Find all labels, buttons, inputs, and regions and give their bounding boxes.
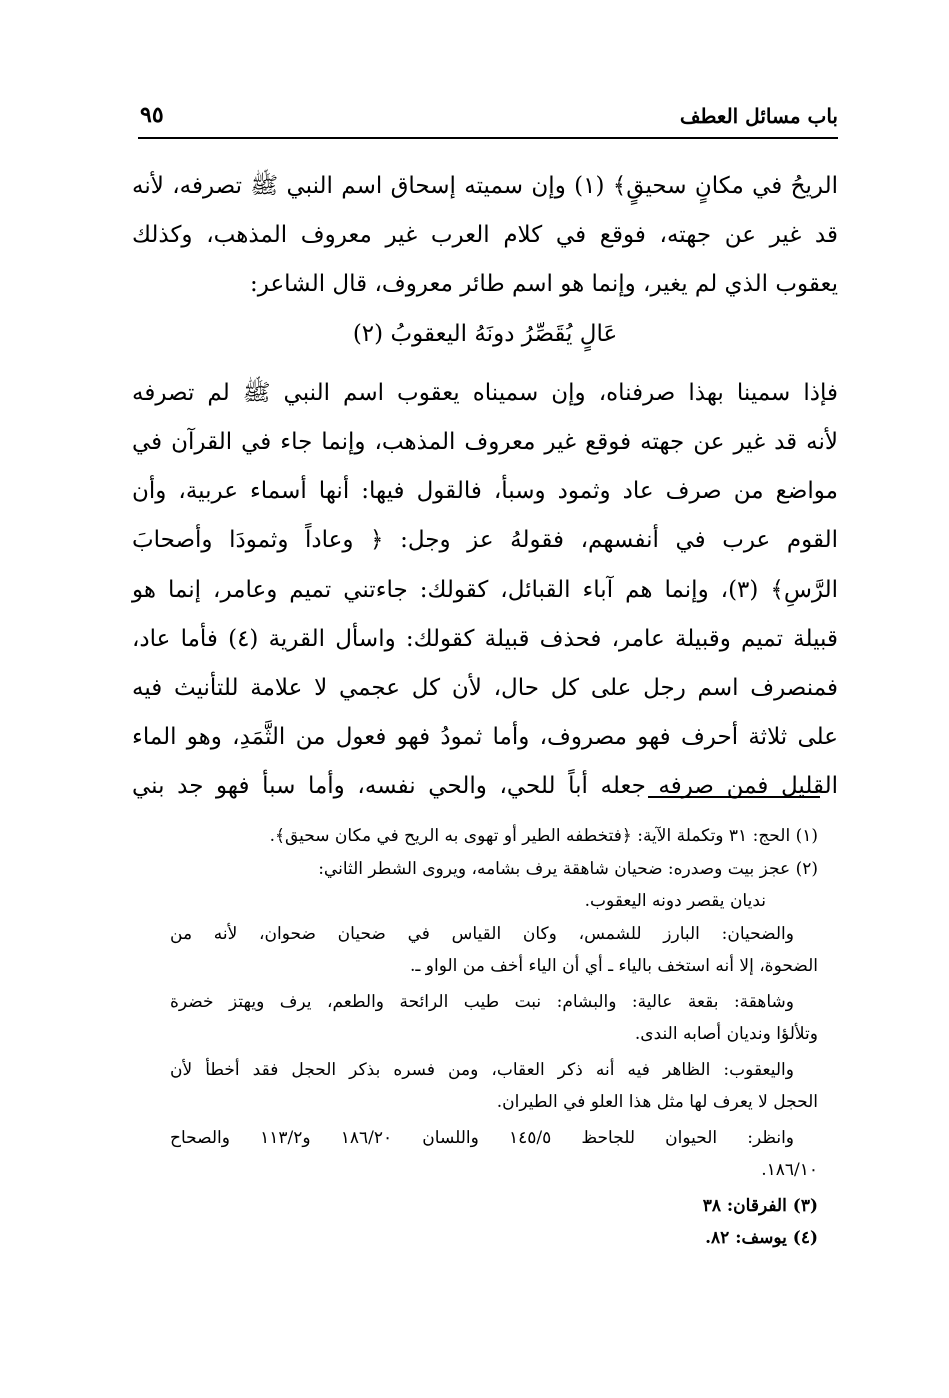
footnote-3: (٣) الفرقان: ٣٨ (702, 1195, 818, 1216)
body-line: القوم عرب في أنفسهم، فقولهُ عز وجل: ﴿ وعاداً وثمودَا وأصحابَ (132, 527, 838, 554)
page-header (138, 98, 838, 134)
footnote-line: والضحيان: البارز للشمس، وكان القياس في ضحيان ضحوان، لأنه من (170, 923, 794, 944)
body-line: يعقوب الذي لم يغير، وإنما هو اسم طائر معروف، قال الشاعر: (250, 271, 838, 298)
header-rule (138, 137, 838, 139)
body-line: على ثلاثة أحرف فهو مصروف، وأما ثمودُ فهو فعول من الثَّمَدِ، وهو الماء (132, 724, 838, 751)
footnote-2-alt-verse: نديان يقصر دونه اليعقوب. (584, 891, 766, 911)
footnote-line: الحجل لا يعرف لها مثل هذا العلو في الطيران. (496, 1092, 818, 1112)
body-line: الرَّسِ﴾ (٣)، وإنما هم آباء القبائل، كقولك: جاءتني تميم وعامر، إنما هو (132, 576, 838, 603)
body-line: قبيلة تميم وقبيلة عامر، فحذف قبيلة كقولك: واسأل القرية (٤) فأما عاد، (132, 625, 838, 652)
footnote-4: (٤) يوسف: ٨٢. (705, 1228, 818, 1248)
body-line: القليل فمن صرفه جعله أباً للحي، والحي نفسه، وأما سبأ فهو جد بني (132, 773, 838, 800)
footnote-1: (١) الحج: ٣١ وتكملة الآية: ﴿فتخطفه الطير أو تهوى به الريح في مكان سحيق﴾. (269, 826, 818, 846)
body-line: الريحُ في مكانٍ سحيقٍ﴾ (١) وإن سميته إسحاق اسم النبي ﷺ تصرفه، لأنه (132, 173, 838, 199)
footnotes (170, 820, 818, 1255)
footnote-line: وانظر: الحيوان للجاحظ ١٤٥/٥ واللسان ١٨٦/٢٠ و١١٣/٢ والصحاح (170, 1127, 794, 1148)
body-line: فإذا سمينا بهذا صرفناه، وإن سميناه يعقوب اسم النبي ﷺ لم تصرفه (132, 379, 838, 406)
body-line: قد غير عن جهته، فوقع في كلام العرب غير معروف المذهب، وكذلك (132, 222, 838, 249)
footnote-line: وتلألؤا ونديان أصابه الندى. (634, 1024, 818, 1044)
footnote-2: (٢) عجز بيت وصدره: ضحيان شاهقة يرف بشامه، ويروى الشطر الثاني: (318, 858, 818, 879)
footnote-line: الضحوة، إلا أنه استخف بالياء ـ أي أن الياء أخف من الواو ـ. (410, 956, 818, 976)
poetry-verse: عَالٍ يُقَصِّرُ دونَهُ اليعقوبُ (٢) (352, 320, 618, 347)
page-number: ٩٥ (140, 102, 164, 128)
main-text (132, 162, 838, 811)
body-line: مواضع من صرف عاد وثمود وسبأ، فالقول فيها: أنها أسماء عربية، وأن (132, 478, 838, 505)
body-line: فمنصرف اسم رجل على كل حال، لأن كل عجمي لا علامة للتأنيث فيه (132, 674, 838, 701)
body-line: لأنه قد غير عن جهته فوقع غير معروف المذهب، وإنما جاء في القرآن في (132, 428, 839, 455)
footnote-line: واليعقوب: الظاهر فيه أنه ذكر العقاب، ومن فسره بذكر الحجل فقد أخطأ لأن (170, 1059, 794, 1080)
footnote-separator (648, 796, 820, 798)
chapter-title: باب مسائل العطف (679, 104, 838, 128)
footnote-line: ١٨٦/١٠. (761, 1160, 818, 1180)
footnote-line: وشاهقة: بقعة عالية: والبشام: نبت طيب الرائحة والطعم، يرف ويهتز خضرة (170, 991, 794, 1012)
